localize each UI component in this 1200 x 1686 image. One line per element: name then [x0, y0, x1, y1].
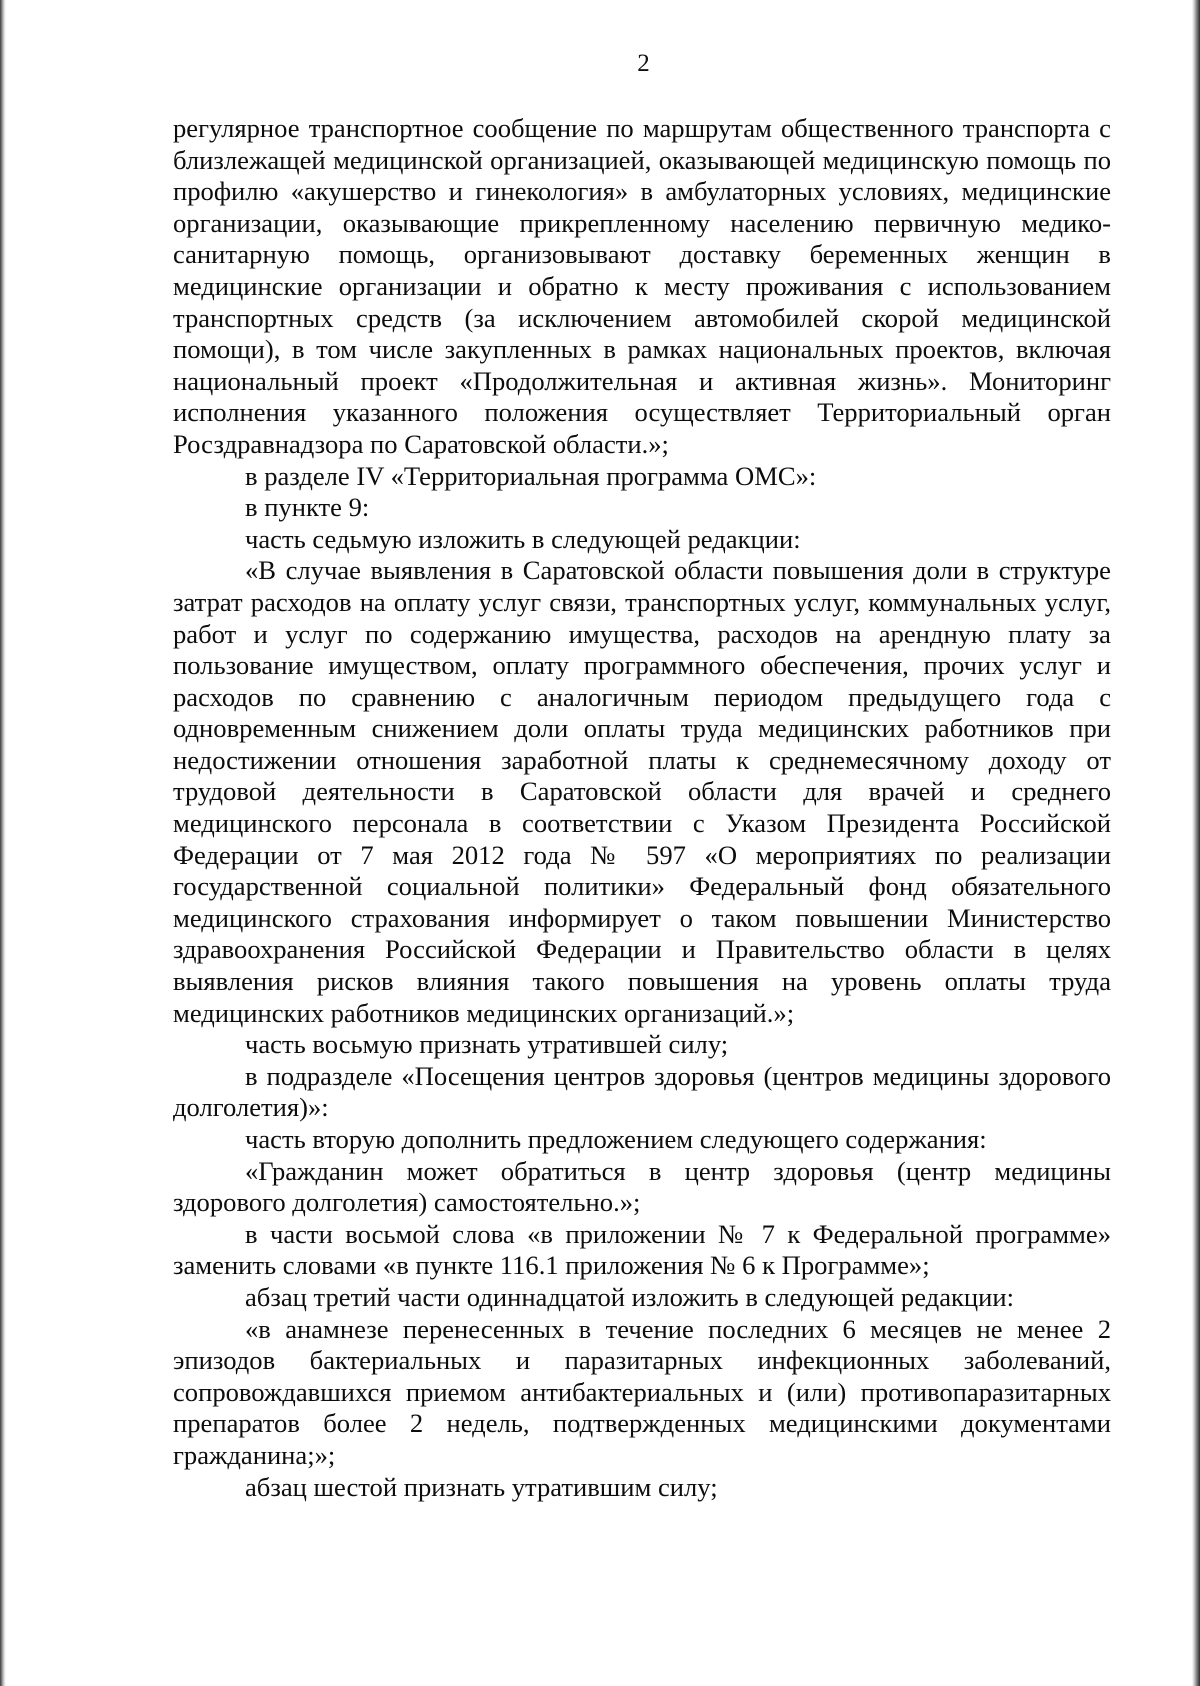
paragraph: «Гражданин может обратиться в центр здоровья (центр медицины здорового долголетия) самостоятельно.»; — [173, 1155, 1111, 1218]
document-body — [173, 113, 1111, 1503]
paragraph: абзац третий части одиннадцатой изложить в следующей редакции: — [245, 1281, 1014, 1312]
scan-edge-right — [1192, 0, 1200, 1686]
paragraph: часть восьмую признать утратившей силу; — [245, 1029, 729, 1060]
paragraph: в пункте 9: — [245, 492, 370, 523]
page-number: 2 — [637, 50, 650, 77]
paragraph: в части восьмой слова «в приложении № 7 к Федеральной программе» заменить словами «в пункте 116.1 приложения № 6 к Программе»; — [173, 1218, 1111, 1281]
paragraph: абзац шестой признать утратившим силу; — [245, 1471, 718, 1502]
paragraph: «В случае выявления в Саратовской области повышения доли в структуре затрат расходов на оплату услуг связи, транспортных услуг, коммунальных услуг, работ и услуг по содержанию имущества, расходов на арендную плату за пользование имуществом, оплату программного обеспечения, прочих услуг и расходов по сравнению с аналогичным периодом предыдущего года с одновременным снижением доли оплаты труда медицинских работников при недостижении отношения заработной платы к среднемесячному доходу от трудовой деятельности в Саратовской области для врачей и среднего медицинского персонала в соответствии с Указом Президента Российской Федерации от 7 мая 2012 года № 597 «О мероприятиях по реализации государственной социальной политики» Федеральный фонд обязательного медицинского страхования информирует о таком повышении Министерство здравоохранения Российской Федерации и Правительство области в целях выявления рисков влияния такого повышения на уровень оплаты труда медицинских работников медицинских организаций.»; — [173, 555, 1111, 1028]
paragraph: в подразделе «Посещения центров здоровья (центров медицины здорового долголетия)»: — [173, 1060, 1111, 1123]
paragraph-continuation: регулярное транспортное сообщение по маршрутам общественного транспорта с близлежащей медицинской организацией, оказывающей медицинскую помощь по профилю «акушерство и гинекология» в амбулаторных условиях, медицинские организации, оказывающие прикрепленному населению первичную медико-санитарную помощь, организовывают доставку беременных женщин в медицинские организации и обратно к месту проживания с использованием транспортных средств (за исключением автомобилей скорой медицинской помощи), в том числе закупленных в рамках национальных проектов, включая национальный проект «Продолжительная и активная жизнь». Мониторинг исполнения указанного положения осуществляет Территориальный орган Росздравнадзора по Саратовской области.»; — [173, 113, 1111, 459]
scan-edge-left — [0, 0, 6, 1686]
paragraph: часть вторую дополнить предложением следующего содержания: — [245, 1124, 987, 1154]
paragraph: в разделе IV «Территориальная программа ОМС»: — [245, 460, 817, 491]
paragraph: часть седьмую изложить в следующей редакции: — [245, 523, 801, 554]
paragraph: «в анамнезе перенесенных в течение последних 6 месяцев не менее 2 эпизодов бактериальных и паразитарных инфекционных заболеваний, сопровождавшихся приемом антибактериальных и (или) противопаразитарных препаратов более 2 недель, подтвержденных медицинскими документами гражданина;»; — [173, 1313, 1111, 1470]
